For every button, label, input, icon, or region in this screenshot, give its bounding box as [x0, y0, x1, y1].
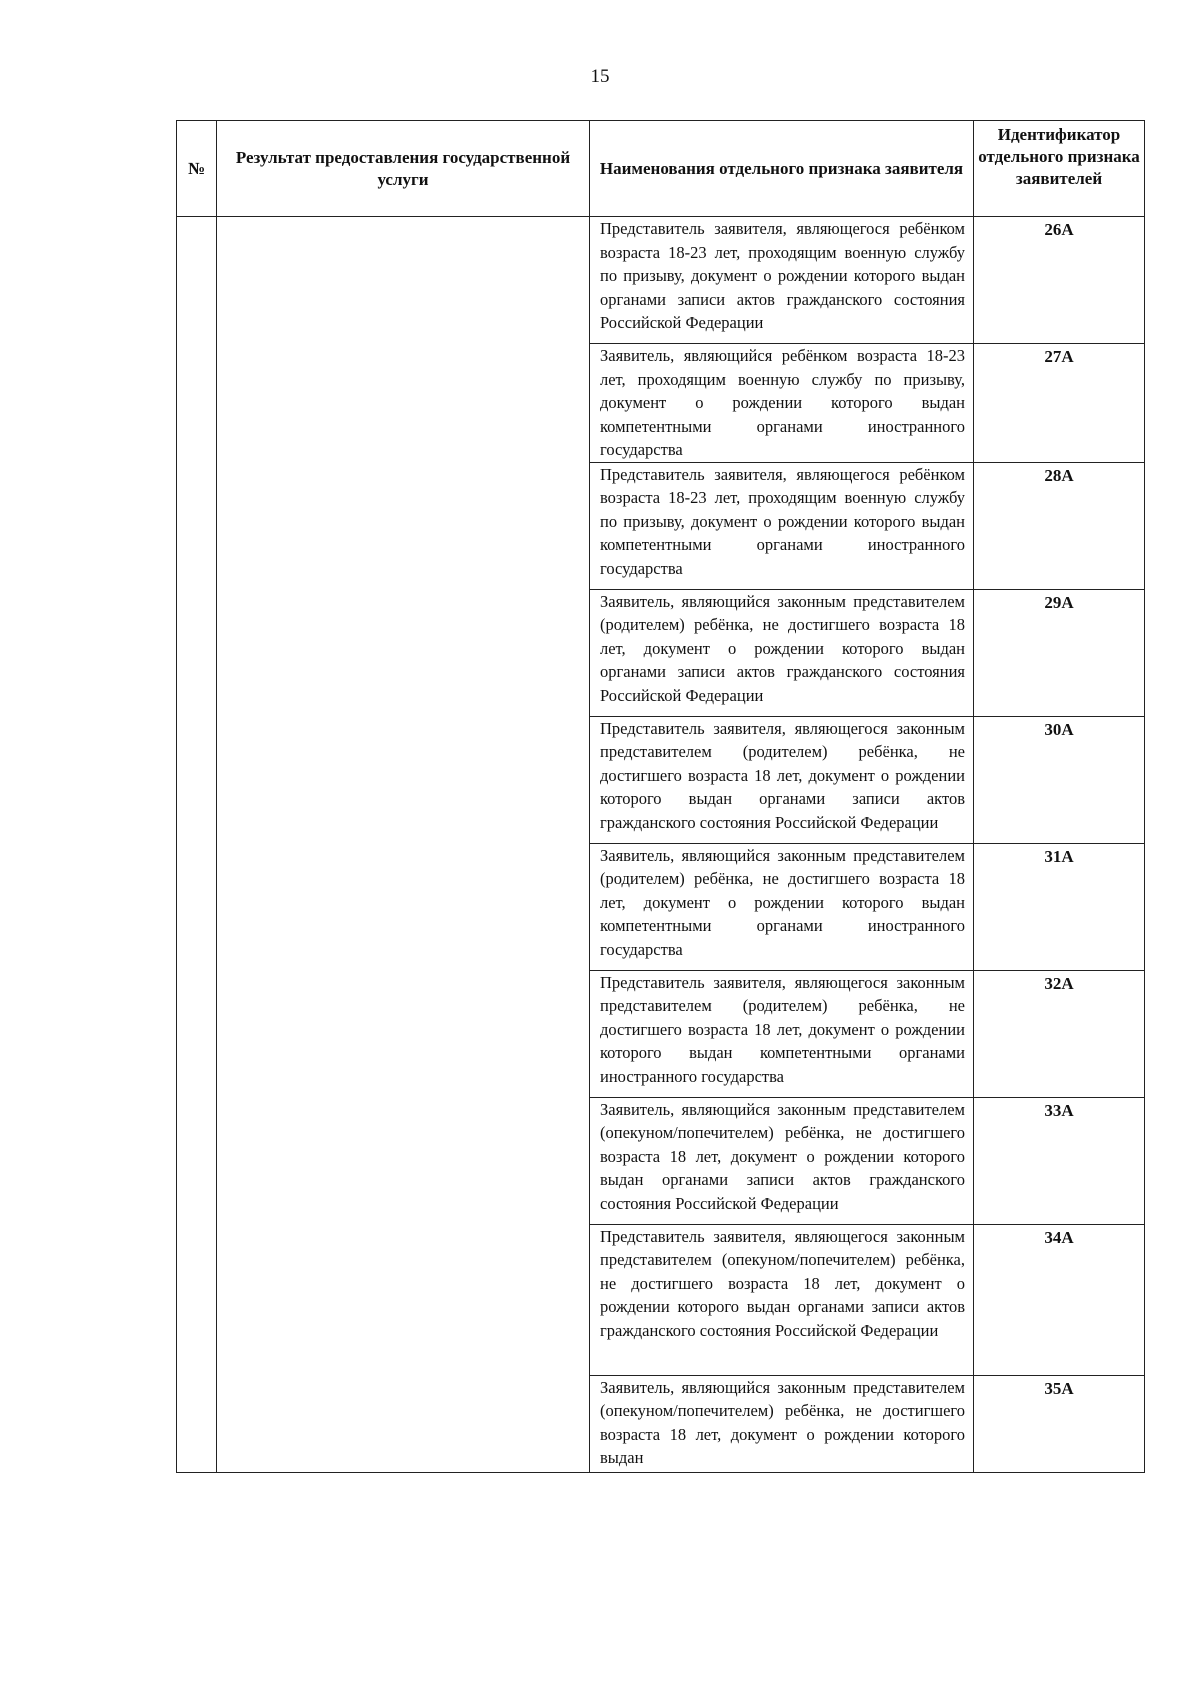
feature-name-cell: Представитель заявителя, являющегося законным представителем (опекуном/попечителем) ребёнка, не достигшего возраста 18 лет, документ о рождении которого выдан органами записи актов гражданского состояния Российской Федерации	[590, 1224, 974, 1375]
feature-name-cell: Представитель заявителя, являющегося законным представителем (родителем) ребёнка, не достигшего возраста 18 лет, документ о рождении которого выдан компетентными органами иностранного государства	[590, 970, 974, 1097]
identifier-cell: 30А	[974, 716, 1145, 843]
feature-name-cell: Представитель заявителя, являющегося ребёнком возраста 18-23 лет, проходящим военную службу по призыву, документ о рождении которого выдан компетентными органами иностранного государства	[590, 462, 974, 589]
identifier-cell: 33А	[974, 1097, 1145, 1224]
table-row	[177, 217, 1145, 344]
table-header	[177, 121, 1145, 217]
identifier-cell: 34А	[974, 1224, 1145, 1375]
feature-name-cell: Заявитель, являющийся законным представителем (опекуном/попечителем) ребёнка, не достигшего возраста 18 лет, документ о рождении которого выдан	[590, 1375, 974, 1472]
identifier-cell: 29А	[974, 589, 1145, 716]
identifier-cell: 31А	[974, 843, 1145, 970]
identifier-cell: 28А	[974, 462, 1145, 589]
feature-name-cell: Заявитель, являющийся законным представителем (родителем) ребёнка, не достигшего возраста 18 лет, документ о рождении которого выдан компетентными органами иностранного государства	[590, 843, 974, 970]
page-number: 15	[590, 66, 610, 87]
identifier-cell: 26А	[974, 217, 1145, 344]
identifier-cell: 27А	[974, 344, 1145, 463]
header-result: Результат предоставления государственной услуги	[217, 121, 590, 217]
feature-name-cell: Представитель заявителя, являющегося законным представителем (родителем) ребёнка, не достигшего возраста 18 лет, документ о рождении которого выдан органами записи актов гражданского состояния Российской Федерации	[590, 716, 974, 843]
identifier-cell: 32А	[974, 970, 1145, 1097]
applicant-features-table	[176, 120, 1145, 1473]
table-body	[177, 217, 1145, 1473]
header-number: №	[177, 121, 217, 217]
feature-name-cell: Заявитель, являющийся законным представителем (опекуном/попечителем) ребёнка, не достигшего возраста 18 лет, документ о рождении которого выдан органами записи актов гражданского состояния Российской Федерации	[590, 1097, 974, 1224]
identifier-cell: 35А	[974, 1375, 1145, 1472]
result-cell-merged	[217, 217, 590, 1473]
feature-name-cell: Заявитель, являющийся законным представителем (родителем) ребёнка, не достигшего возраста 18 лет, документ о рождении которого выдан органами записи актов гражданского состояния Российской Федерации	[590, 589, 974, 716]
number-cell-merged	[177, 217, 217, 1473]
feature-name-cell: Заявитель, являющийся ребёнком возраста 18-23 лет, проходящим военную службу по призыву, документ о рождении которого выдан компетентными органами иностранного государства	[590, 344, 974, 463]
header-identifier: Идентификатор отдельного признака заявителей	[974, 121, 1145, 217]
feature-name-cell: Представитель заявителя, являющегося ребёнком возраста 18-23 лет, проходящим военную службу по призыву, документ о рождении которого выдан органами записи актов гражданского состояния Российской Федерации	[590, 217, 974, 344]
header-feature-name: Наименования отдельного признака заявителя	[590, 121, 974, 217]
header-row	[177, 121, 1145, 217]
